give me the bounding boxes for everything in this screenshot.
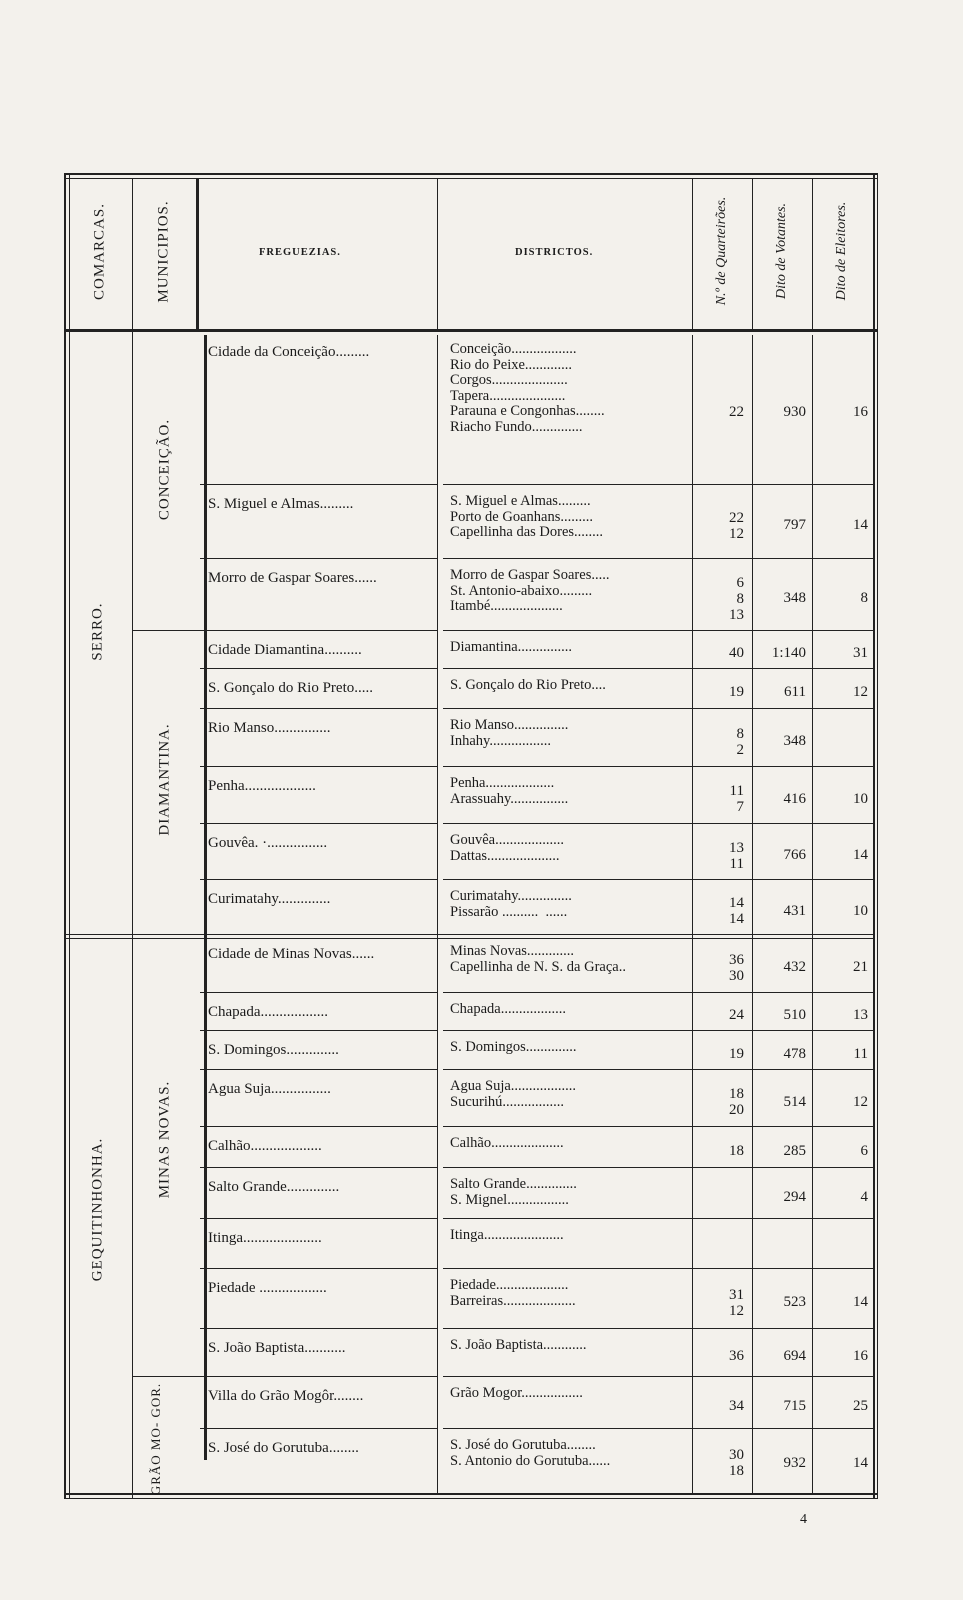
freguezia-cell: Cidade de Minas Novas...... bbox=[208, 946, 375, 962]
rule-line bbox=[877, 173, 878, 1499]
districtos-cell: Itinga...................... bbox=[450, 1228, 564, 1243]
districtos-cell: S. Domingos.............. bbox=[450, 1040, 577, 1055]
rule-line bbox=[132, 178, 133, 329]
rule-line bbox=[692, 178, 693, 329]
districtos-cell: Minas Novas............. Capellinha de N. S. da Graça.. bbox=[450, 944, 626, 975]
freguezia-cell: Agua Suja................ bbox=[208, 1081, 331, 1097]
quarteiroes-cell: 30 18 bbox=[729, 1447, 744, 1479]
rule-line bbox=[64, 178, 877, 179]
eleitores-cell: 31 bbox=[853, 645, 868, 661]
rule-line bbox=[443, 558, 873, 559]
rule-line bbox=[443, 1218, 873, 1219]
eleitores-cell: 14 bbox=[853, 1294, 868, 1310]
votantes-cell: 514 bbox=[783, 1093, 806, 1110]
votantes-cell: 285 bbox=[783, 1142, 806, 1159]
districtos-cell: S. Miguel e Almas......... Porto de Goanhans......... Capellinha das Dores........ bbox=[450, 494, 604, 540]
rule-line bbox=[64, 934, 132, 935]
districtos-cell: S. João Baptista............ bbox=[450, 1338, 587, 1353]
rule-line bbox=[443, 1376, 873, 1377]
quarteiroes-cell: 19 bbox=[729, 684, 744, 701]
votantes-cell: 431 bbox=[783, 902, 806, 919]
quarteiroes-cell: 34 bbox=[729, 1398, 744, 1415]
quarteiroes-cell: 13 11 bbox=[729, 839, 744, 872]
freguezia-cell: S. Domingos.............. bbox=[208, 1042, 339, 1058]
quarteiroes-cell: 31 12 bbox=[729, 1286, 744, 1319]
eleitores-cell: 4 bbox=[860, 1188, 868, 1205]
municipio-label: GRÃO MO- GOR. bbox=[148, 1382, 163, 1496]
districtos-cell: Piedade.................... Barreiras.................... bbox=[450, 1278, 576, 1309]
eleitores-cell: 13 bbox=[853, 1007, 868, 1023]
freguezia-cell: Piedade .................. bbox=[208, 1280, 327, 1296]
rule-line bbox=[437, 335, 438, 1493]
freguezia-cell: Rio Manso............... bbox=[208, 720, 331, 736]
districtos-cell: Agua Suja.................. Sucurihú................. bbox=[450, 1079, 577, 1110]
districtos-cell: Gouvêa................... Dattas.................... bbox=[450, 833, 564, 864]
freguezia-cell: Calhão................... bbox=[208, 1138, 322, 1154]
rule-line bbox=[204, 335, 207, 1460]
districtos-cell: Conceição.................. Rio do Peixe............. Corgos..................... Tapera..................... Parauna e Congonhas........ Riacho Fundo.............. bbox=[450, 342, 605, 435]
rule-line bbox=[132, 1376, 437, 1377]
eleitores-cell: 16 bbox=[853, 404, 868, 420]
districtos-header: DISTRICTOS. bbox=[515, 247, 594, 258]
votantes-cell: 715 bbox=[783, 1398, 806, 1414]
rule-line bbox=[443, 1126, 873, 1127]
districtos-cell: S. Gonçalo do Rio Preto.... bbox=[450, 678, 606, 693]
rule-line bbox=[196, 178, 199, 329]
rule-line bbox=[200, 992, 437, 993]
votantes-cell: 523 bbox=[783, 1294, 806, 1310]
votantes-cell: 348 bbox=[783, 590, 806, 606]
eleitores-cell: 14 bbox=[853, 1454, 868, 1471]
rule-line bbox=[200, 708, 437, 709]
rule-line bbox=[443, 879, 873, 880]
rule-line bbox=[200, 1218, 437, 1219]
rule-line bbox=[200, 1268, 437, 1269]
votantes-cell: 478 bbox=[783, 1045, 806, 1062]
rule-line bbox=[69, 173, 70, 1499]
votantes-cell: 611 bbox=[784, 684, 806, 700]
districtos-cell: Diamantina............... bbox=[450, 640, 573, 655]
page-number: 4 bbox=[800, 1512, 807, 1527]
eleitores-cell: 12 bbox=[853, 1093, 868, 1110]
rule-line bbox=[132, 630, 437, 631]
freguezia-cell: S. José do Gorutuba........ bbox=[208, 1440, 359, 1456]
eleitores-header: Dito de Eleitores. bbox=[834, 201, 849, 301]
districtos-cell: S. José do Gorutuba........ S. Antonio do Gorutuba...... bbox=[450, 1438, 611, 1469]
comarcas-header: COMARCAS. bbox=[91, 203, 108, 300]
districtos-cell: Salto Grande.............. S. Mignel................. bbox=[450, 1177, 577, 1208]
votantes-cell: 932 bbox=[783, 1454, 806, 1471]
quarteiroes-cell: 6 8 13 bbox=[729, 574, 744, 623]
eleitores-cell: 8 bbox=[860, 590, 868, 606]
rule-line bbox=[200, 1167, 437, 1168]
rule-line bbox=[64, 329, 877, 332]
rule-line bbox=[64, 934, 873, 935]
freguezia-cell: Curimatahy.............. bbox=[208, 891, 331, 907]
quarteiroes-cell: 36 30 bbox=[729, 951, 744, 984]
rule-line bbox=[443, 766, 873, 767]
rule-line bbox=[443, 484, 873, 485]
quarteiroes-header: N.º de Quarteirões. bbox=[714, 196, 729, 306]
rule-line bbox=[200, 668, 437, 669]
eleitores-cell: 10 bbox=[853, 790, 868, 807]
districtos-cell: Grão Mogor................. bbox=[450, 1386, 583, 1401]
quarteiroes-cell: 18 bbox=[729, 1142, 744, 1159]
rule-line bbox=[64, 173, 877, 175]
eleitores-cell: 10 bbox=[853, 902, 868, 919]
districtos-cell: Morro de Gaspar Soares..... St. Antonio-abaixo......... Itambé.................... bbox=[450, 568, 610, 614]
municipio-label: CONCEIÇÃO. bbox=[156, 418, 173, 521]
rule-line bbox=[443, 992, 873, 993]
rule-line bbox=[200, 823, 437, 824]
rule-line bbox=[200, 1126, 437, 1127]
rule-line bbox=[200, 1428, 437, 1429]
rule-line bbox=[200, 879, 437, 880]
rule-line bbox=[443, 1328, 873, 1329]
votantes-cell: 432 bbox=[783, 959, 806, 975]
rule-line bbox=[443, 708, 873, 709]
rule-line bbox=[443, 823, 873, 824]
rule-line bbox=[873, 173, 875, 1499]
rule-line bbox=[200, 1030, 437, 1031]
rule-line bbox=[64, 1493, 877, 1495]
freguezia-cell: Itinga..................... bbox=[208, 1230, 322, 1246]
freguezia-cell: Villa do Grão Mogôr........ bbox=[208, 1388, 364, 1404]
rule-line bbox=[200, 484, 437, 485]
comarca-label: GEQUITINHONHA. bbox=[89, 1137, 106, 1282]
freguezia-cell: Chapada.................. bbox=[208, 1004, 328, 1020]
votantes-cell: 1:140 bbox=[771, 645, 806, 661]
comarca-label: SERRO. bbox=[89, 602, 106, 661]
rule-line bbox=[64, 938, 873, 939]
districtos-cell: Rio Manso............... Inhahy................. bbox=[450, 718, 569, 749]
rule-line bbox=[443, 1069, 873, 1070]
eleitores-cell: 6 bbox=[860, 1142, 868, 1159]
municipios-header: MUNICIPIOS. bbox=[155, 200, 172, 303]
eleitores-cell: 12 bbox=[853, 684, 868, 700]
quarteiroes-cell: 24 bbox=[729, 1007, 744, 1024]
rule-line bbox=[812, 178, 813, 329]
districtos-cell: Curimatahy............... Pissarão .......... ...... bbox=[450, 889, 572, 920]
eleitores-cell: 21 bbox=[853, 959, 868, 975]
districtos-cell: Calhão.................... bbox=[450, 1136, 564, 1151]
districtos-cell: Penha................... Arassuahy................ bbox=[450, 776, 569, 807]
quarteiroes-cell: 11 7 bbox=[729, 783, 744, 815]
quarteiroes-cell: 18 20 bbox=[729, 1086, 744, 1118]
quarteiroes-cell: 36 bbox=[729, 1348, 744, 1365]
freguezia-cell: Salto Grande.............. bbox=[208, 1179, 340, 1195]
rule-line bbox=[443, 1030, 873, 1031]
rule-line bbox=[64, 173, 66, 1499]
votantes-cell: 510 bbox=[783, 1007, 806, 1023]
freguezia-cell: Cidade Diamantina.......... bbox=[208, 642, 362, 658]
votantes-cell: 766 bbox=[783, 847, 806, 863]
rule-line bbox=[443, 1167, 873, 1168]
votantes-cell: 930 bbox=[783, 404, 806, 420]
rule-line bbox=[200, 1328, 437, 1329]
votantes-header: Dito de Votantes. bbox=[774, 202, 789, 300]
freguezia-cell: S. João Baptista........... bbox=[208, 1340, 346, 1356]
rule-line bbox=[443, 668, 873, 669]
freguezia-cell: Gouvêa. ·................ bbox=[208, 835, 328, 851]
rule-line bbox=[132, 329, 133, 1499]
votantes-cell: 416 bbox=[783, 790, 806, 807]
rule-line bbox=[200, 558, 437, 559]
rule-line bbox=[200, 1069, 437, 1070]
eleitores-cell: 25 bbox=[853, 1398, 868, 1414]
municipio-label: MINAS NOVAS. bbox=[156, 1080, 173, 1199]
rule-line bbox=[200, 766, 437, 767]
rule-line bbox=[437, 178, 438, 329]
eleitores-cell: 16 bbox=[853, 1348, 868, 1364]
municipio-label: DIAMANTINA. bbox=[156, 723, 173, 836]
freguezias-header: FREGUEZIAS. bbox=[259, 247, 341, 258]
quarteiroes-cell: 8 2 bbox=[736, 725, 744, 758]
rule-line bbox=[64, 1498, 877, 1499]
votantes-cell: 797 bbox=[783, 517, 806, 533]
eleitores-cell: 11 bbox=[853, 1045, 868, 1062]
votantes-cell: 694 bbox=[783, 1348, 806, 1364]
freguezia-cell: Cidade da Conceição......... bbox=[208, 344, 370, 360]
freguezia-cell: Morro de Gaspar Soares...... bbox=[208, 570, 377, 586]
quarteiroes-cell: 22 12 bbox=[729, 509, 744, 542]
quarteiroes-cell: 19 bbox=[729, 1045, 744, 1062]
quarteiroes-cell: 40 bbox=[729, 645, 744, 662]
rule-line bbox=[443, 1428, 873, 1429]
freguezia-cell: S. Gonçalo do Rio Preto..... bbox=[208, 680, 373, 696]
freguezia-cell: S. Miguel e Almas......... bbox=[208, 496, 354, 512]
quarteiroes-cell: 14 14 bbox=[729, 895, 744, 927]
freguezia-cell: Penha................... bbox=[208, 778, 316, 794]
eleitores-cell: 14 bbox=[853, 847, 868, 863]
rule-line bbox=[443, 630, 873, 631]
quarteiroes-cell: 22 bbox=[729, 404, 744, 421]
rule-line bbox=[752, 178, 753, 329]
votantes-cell: 348 bbox=[783, 733, 806, 749]
districtos-cell: Chapada.................. bbox=[450, 1002, 566, 1017]
rule-line bbox=[443, 1268, 873, 1269]
rule-line bbox=[64, 938, 132, 939]
eleitores-cell: 14 bbox=[853, 517, 868, 533]
votantes-cell: 294 bbox=[783, 1188, 806, 1205]
